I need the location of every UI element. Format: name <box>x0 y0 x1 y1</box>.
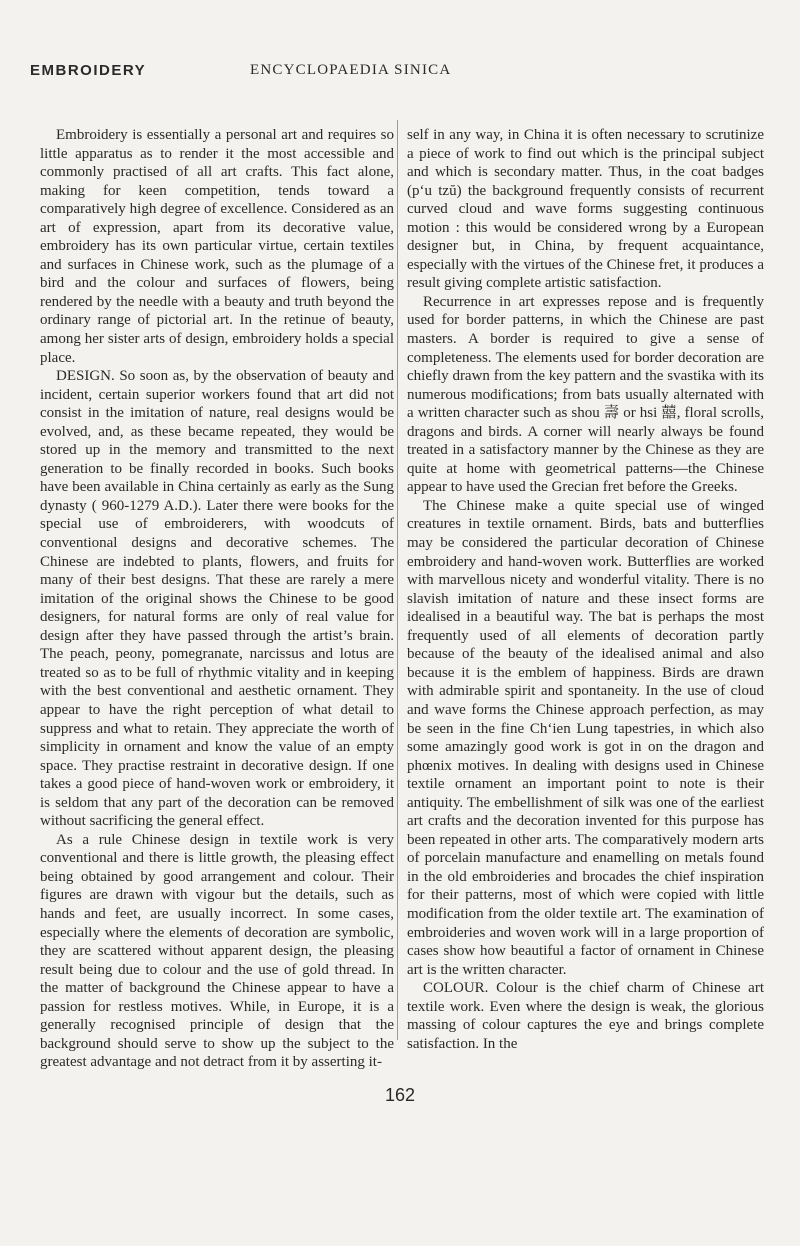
left-column <box>40 126 394 1072</box>
book-title: ENCYCLOPAEDIA SINICA <box>250 62 452 78</box>
paragraph: As a rule Chinese design in textile work is very conventional and there is little growth, the pleasing effect being obtained by good arrangement and colour. Their figures are drawn with vigour but the details, such as hands and feet, are usually incorrect. In some cases, especially where the elements of decoration are symbolic, they are scattered without apparent design, the pleasing result being due to colour and the use of gold thread. In the matter of background the Chinese appear to have a passion for restless motives. While, in Europe, it is a generally recognised principle of design that the background should serve to show up the subject to the greatest advantage and not detract from it by asserting it- <box>40 831 394 1071</box>
right-column <box>407 126 764 1053</box>
paragraph: DESIGN. So soon as, by the observation of beauty and incident, certain superior workers found that art did not consist in the imitation of nature, real designs would be evolved, and, as these became repeated, they would be stored up in the memory and transmitted to the next generation to be finally recorded in books. Such books have been available in China certainly as early as the Sung dynasty ( 960-1279 A.D.). Later there were books for the special use of embroiderers, with woodcuts of conventional designs and decorative schemes. The Chinese are indebted to plants, flowers, and fruits for many of their best designs. That these are rarely a mere imitation of the original shows the Chinese to be good designers, for natural forms are only of real value for design after they have passed through the artist’s brain. The peach, peony, pomegranate, narcissus and lotus are treated so as to be full of rhythmic vitality and in keeping with the best conventional and aesthetic ornament. They appear to have the right perception of what detail to suppress and what to retain. They appreciate the worth of simplicity in ornament and know the value of an empty space. They practise restraint in decorative design. If one takes a good piece of hand-woven work or embroidery, it is seldom that any part of the decoration can be removed without sacrificing the general effect. <box>40 368 394 830</box>
page-number: 162 <box>384 1085 416 1105</box>
paragraph: self in any way, in China it is often necessary to scrutinize a piece of work to find out which is the principal subject and which is secondary matter. Thus, in the coat badges (p‘u tzŭ) the background frequently consists of recurrent curved cloud and wave forms suggesting continuous motion : this would be considered wrong by a European designer but, in China, by frequent acquaintance, especially with the virtues of the Chinese fret, it produces a result giving complete artistic satisfaction. <box>407 127 764 292</box>
paragraph: The Chinese make a quite special use of winged creatures in textile ornament. Birds, bats and butterflies may be considered the particular decoration of Chinese embroidery and hand-woven work. Butterflies are worked with marvellous nicety and wonderful vitality. There is no slavish imitation of nature and these insect forms are idealised in a beautiful way. The bat is perhaps the most frequently used of all elements of decoration partly because of the beauty of the idealised animal and also because it is the emblem of happiness. Birds are drawn with admirable spirit and spontaneity. In the use of cloud and wave forms the Chinese approach perfection, as may be seen in the fine Ch‘ien Lung tapestries, in which also some amazingly good work is got in on the dragon and phœnix motives. In dealing with designs used in Chinese textile ornament an important point to note is their antiquity. The embellishment of silk was one of the earliest art crafts and the decoration invented for this purpose has been repeated in other arts. The comparatively modern arts of porcelain manufacture and enamelling on metals found in the old embroideries and brocades the chief inspiration for their patterns, most of which were copied with little modification from the older textile art. The examination of embroideries and woven work will in a large proportion of cases show how beautiful a factor of ornament in Chinese art is the written character. <box>407 497 764 978</box>
paragraph: Embroidery is essentially a personal art and requires so little apparatus as to render it the most accessible and commonly practised of all art crafts. This fact alone, making for keen competition, tends toward a comparatively high degree of excellence. Considered as an art of expression, apart from its decorative value, embroidery has its own particular virtue, certain textiles and surfaces in Chinese work, such as the plumage of a bird and the colour and surfaces of flowers, being rendered by the needle with a beauty and truth beyond the ordinary range of pictorial art. In the retinue of beauty, among her sister arts of design, embroidery holds a special place. <box>40 127 394 366</box>
paragraph: COLOUR. Colour is the chief charm of Chinese art textile work. Even where the design is weak, the glorious massing of colour captures the eye and brings complete satisfaction. In the <box>407 980 764 1052</box>
section-title: EMBROIDERY <box>30 62 147 79</box>
paragraph: Recurrence in art expresses repose and is frequently used for border patterns, in which the Chinese are past masters. A border is required to give a sense of completeness. The elements used for border decoration are chiefly drawn from the key pattern and the svastika with its numerous modifications; from bats usually alternated with a written character such as shou 壽 or hsi 囍, floral scrolls, dragons and birds. A corner will nearly always be found treated in a satisfactory manner by the Chinese as they are quite at home with geometrical patterns—the Chinese appear to have used the Grecian fret before the Greeks. <box>407 293 764 496</box>
column-divider <box>397 120 398 1040</box>
